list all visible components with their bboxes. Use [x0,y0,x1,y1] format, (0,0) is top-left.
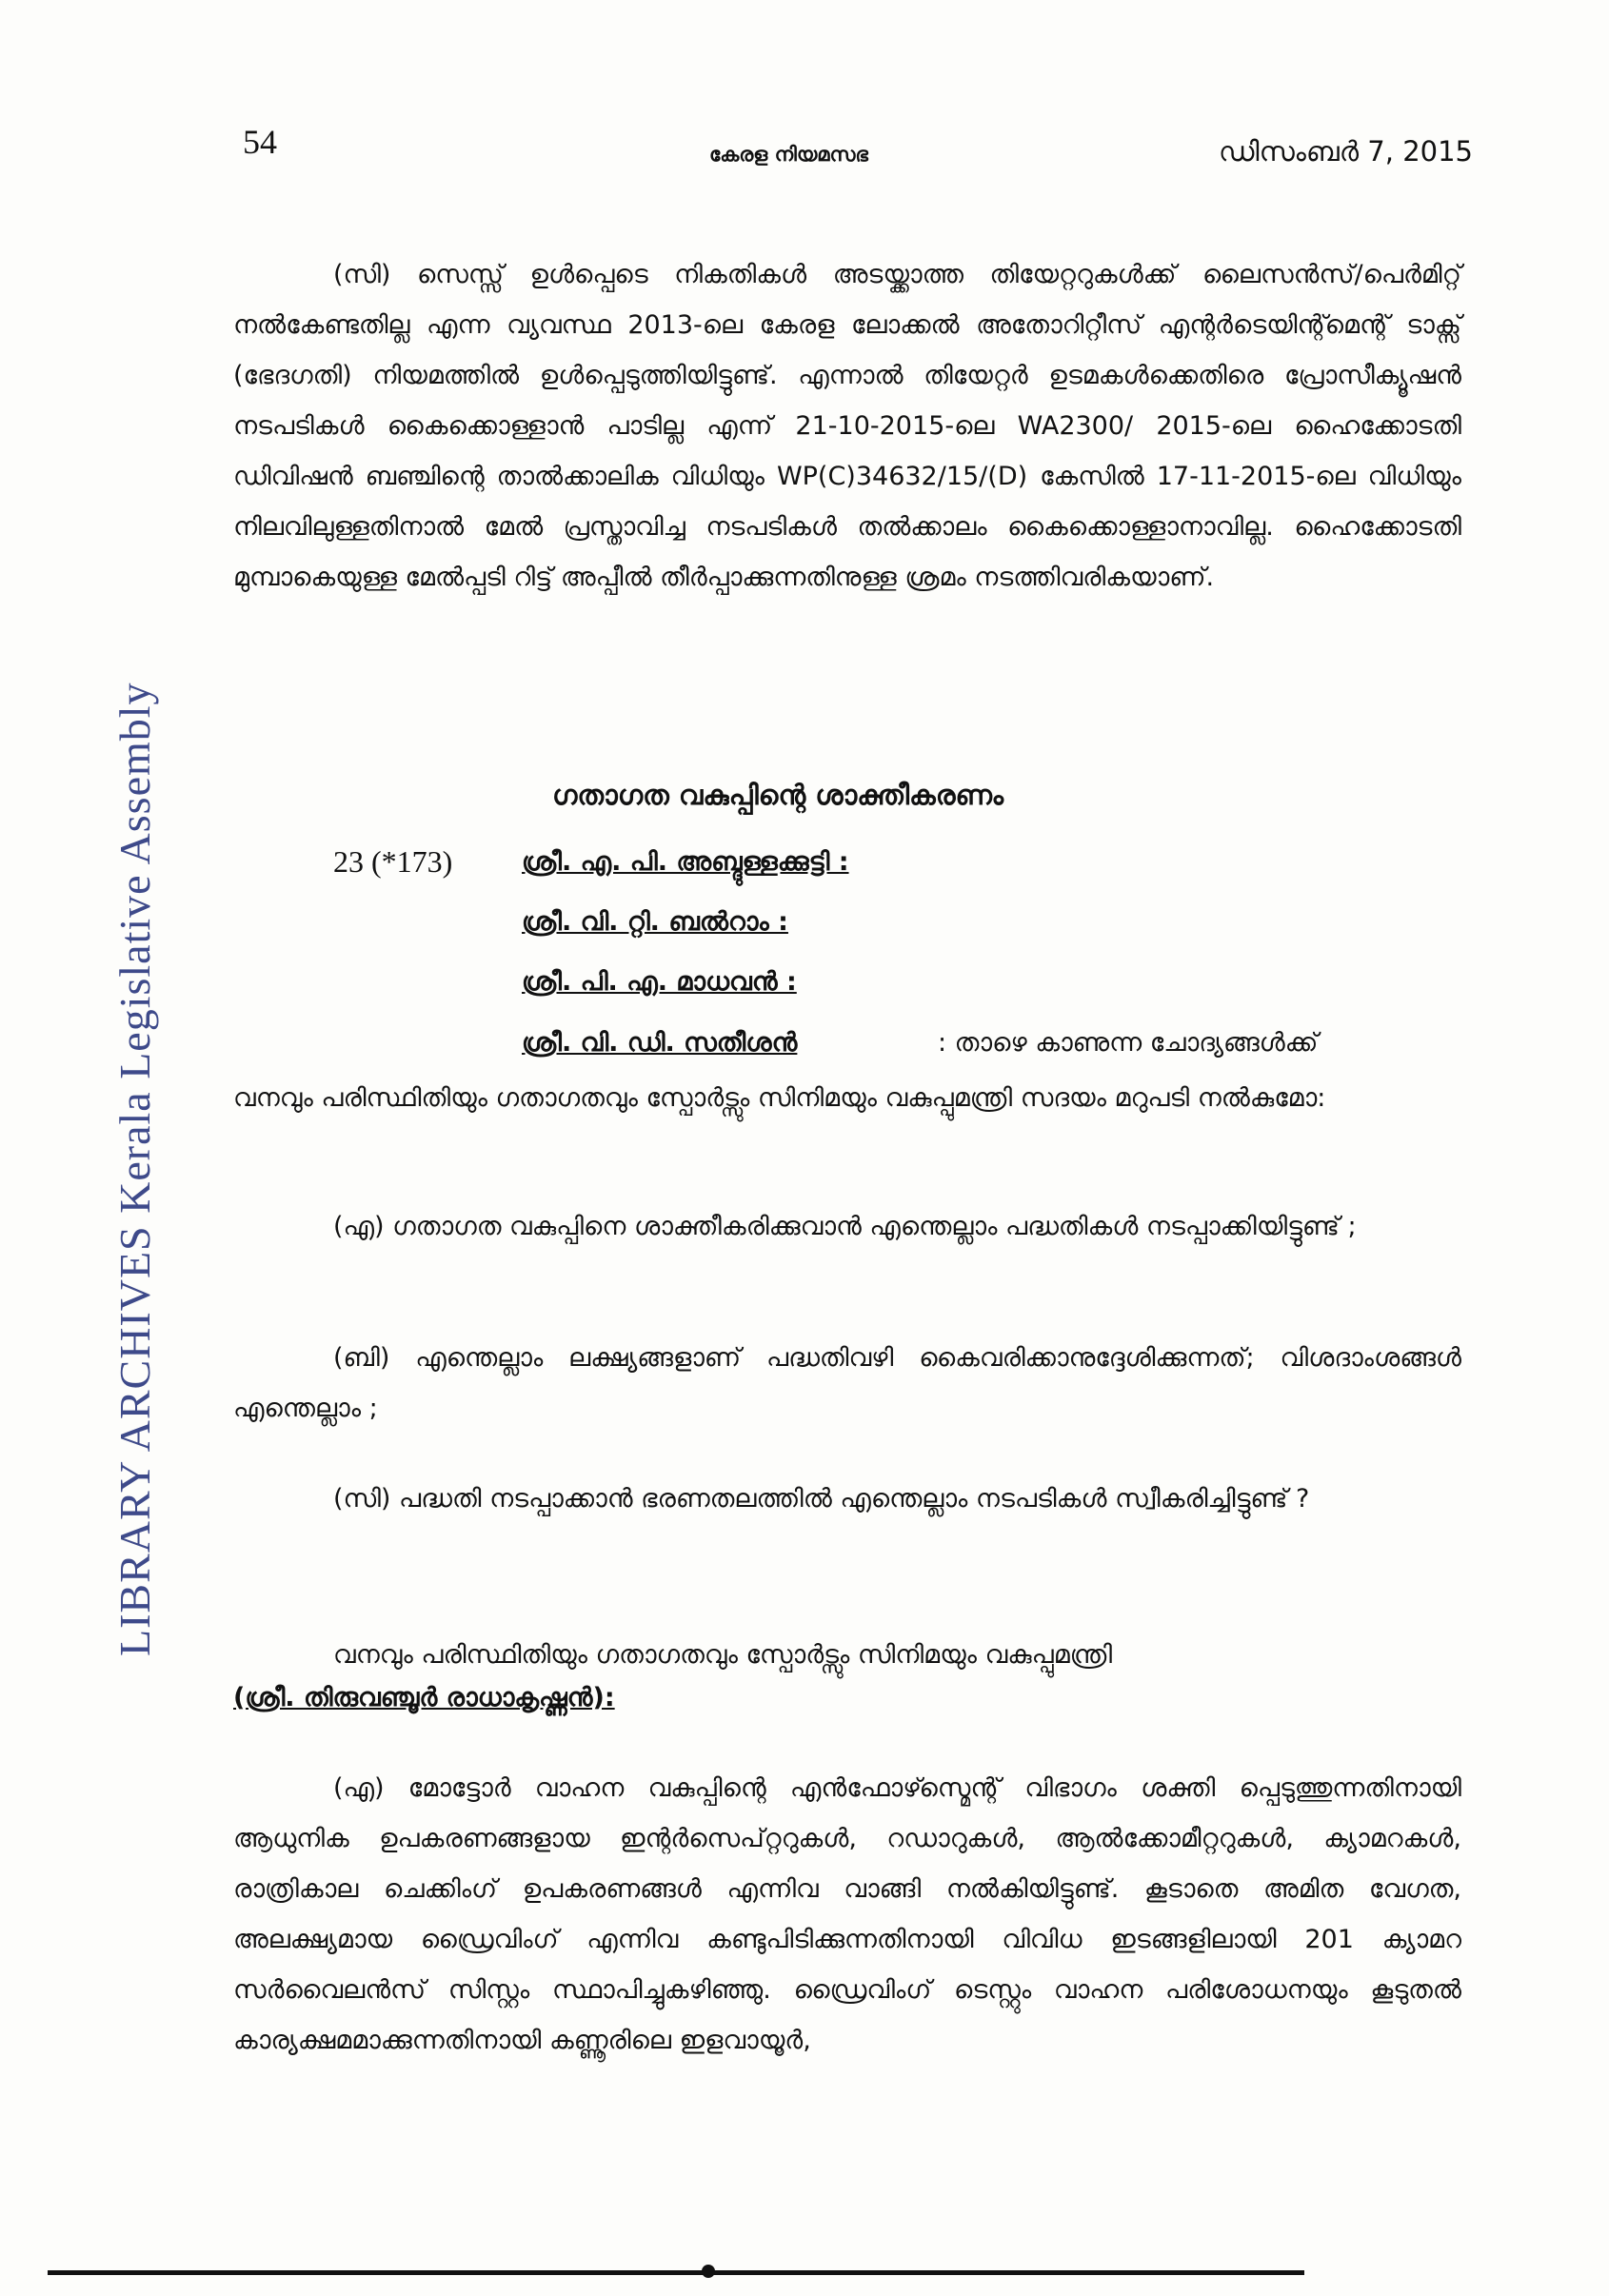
question-c: (സി) പദ്ധതി നടപ്പാക്കാൻ ഭരണതലത്തിൽ എന്തെല്ലാം നടപടികൾ സ്വീകരിച്ചിട്ടുണ്ട് ? [333,1484,1310,1514]
question-a: (എ) ഗതാഗത വകുപ്പിനെ ശാക്തീകരിക്കുവാൻ എന്തെല്ലാം പദ്ധതികൾ നടപ്പാക്കിയിട്ടുണ്ട് ; [333,1212,1357,1241]
member-name-1: ശ്രീ. എ. പി. അബ്ദുള്ളക്കുട്ടി : [522,847,849,877]
member-name-2: ശ്രീ. വി. റ്റി. ബൽറാം : [522,907,788,937]
running-header-title: കേരള നിയമസഭ [709,143,868,166]
question-intro-rest: വനവും പരിസ്ഥിതിയും ഗതാഗതവും സ്പോർട്സും സിനിമയും വകുപ്പുമന്ത്രി സദയം മറുപടി നൽകുമോ: [233,1083,1326,1113]
answer-a: (എ) മോട്ടോർ വാഹന വകുപ്പിന്റെ എൻഫോഴ്സ്മെന്റ് വിഭാഗം ശക്തി പ്പെടുത്തുന്നതിനായി ആധുനിക ഉപകരണങ്ങളായ ഇന്റർസെപ്റ്ററുകൾ, റഡാറുകൾ, ആൽക്കോമീറ്ററുകൾ, ക്യാമറകൾ, രാത്രികാല ചെക്കിംഗ് ഉപകരണങ്ങൾ എന്നിവ വാങ്ങി നൽകിയിട്ടുണ്ട്. കൂടാതെ അമിത വേഗത, അലക്ഷ്യമായ ഡ്രൈവിംഗ് എന്നിവ കണ്ടുപിടിക്കുന്നതിനായി വിവിധ ഇടങ്ങളിലായി 201 ക്യാമറ സർവൈലൻസ് സിസ്റ്റം സ്ഥാപിച്ചുകഴിഞ്ഞു. ഡ്രൈവിംഗ് ടെസ്റ്റും വാഹന പരിശോധനയും കൂടുതൽ കാര്യക്ഷമമാക്കുന്നതിനായി കണ്ണൂരിലെ ഇളവായൂർ, [233,1773,1461,2055]
header-date: ഡിസംബർ 7, 2015 [1219,135,1473,168]
member-name-3: ശ്രീ. പി. എ. മാധവൻ : [522,967,797,997]
question-number: 23 (*173) [333,844,453,879]
library-archives-watermark: LIBRARY ARCHIVES Kerala Legislative Assembly [110,682,159,1656]
minister-name: (ശ്രീ. തിരുവഞ്ചൂർ രാധാകൃഷ്ണൻ): [233,1683,615,1712]
page-number: 54 [243,123,277,161]
footer-rule [48,2270,1304,2275]
member-name-4: ശ്രീ. വി. ഡി. സതീശൻ [522,1028,798,1058]
question-intro-tail: : താഴെ കാണുന്ന ചോദ്യങ്ങൾക്ക് [938,1028,1319,1058]
footer-rule-dot [702,2265,715,2278]
section-heading: ഗതാഗത വകുപ്പിന്റെ ശാക്തീകരണം [552,779,1004,811]
minister-designation: വനവും പരിസ്ഥിതിയും ഗതാഗതവും സ്പോർട്സും സിനിമയും വകുപ്പുമന്ത്രി [333,1640,1113,1670]
question-b: (ബി) എന്തെല്ലാം ലക്ഷ്യങ്ങളാണ് പദ്ധതിവഴി കൈവരിക്കാനുദ്ദേശിക്കുന്നത്; വിശദാംശങ്ങൾ എന്തെല്ലാം ; [233,1343,1461,1423]
paragraph-c-answer: (സി) സെസ്സ് ഉൾപ്പെടെ നികതികൾ അടയ്ക്കാത്ത തിയേറ്ററുകൾക്ക് ലൈസൻസ്/പെർമിറ്റ് നൽകേണ്ടതില്ല എന്ന വ്യവസ്ഥ 2013-ലെ കേരള ലോക്കൽ അതോറിറ്റീസ് എന്റർടെയിന്റ്മെന്റ് ടാക്സ് (ഭേദഗതി) നിയമത്തിൽ ഉൾപ്പെടുത്തിയിട്ടുണ്ട്. എന്നാൽ തിയേറ്റർ ഉടമകൾക്കെതിരെ പ്രോസീക്യൂഷൻ നടപടികൾ കൈക്കൊള്ളാൻ പാടില്ല എന്ന് 21-10-2015-ലെ WA2300/ 2015-ലെ ഹൈക്കോടതി ഡിവിഷൻ ബഞ്ചിന്റെ താൽക്കാലിക വിധിയും WP(C)34632/15/(D) കേസിൽ 17-11-2015-ലെ വിധിയും നിലവിലുള്ളതിനാൽ മേൽ പ്രസ്താവിച്ച നടപടികൾ തൽക്കാലം കൈക്കൊള്ളാനാവില്ല. ഹൈക്കോടതി മുമ്പാകെയുള്ള മേൽപ്പടി റിട്ട് അപ്പീൽ തീർപ്പാക്കുന്നതിനുള്ള ശ്രമം നടത്തിവരികയാണ്. [233,260,1461,592]
